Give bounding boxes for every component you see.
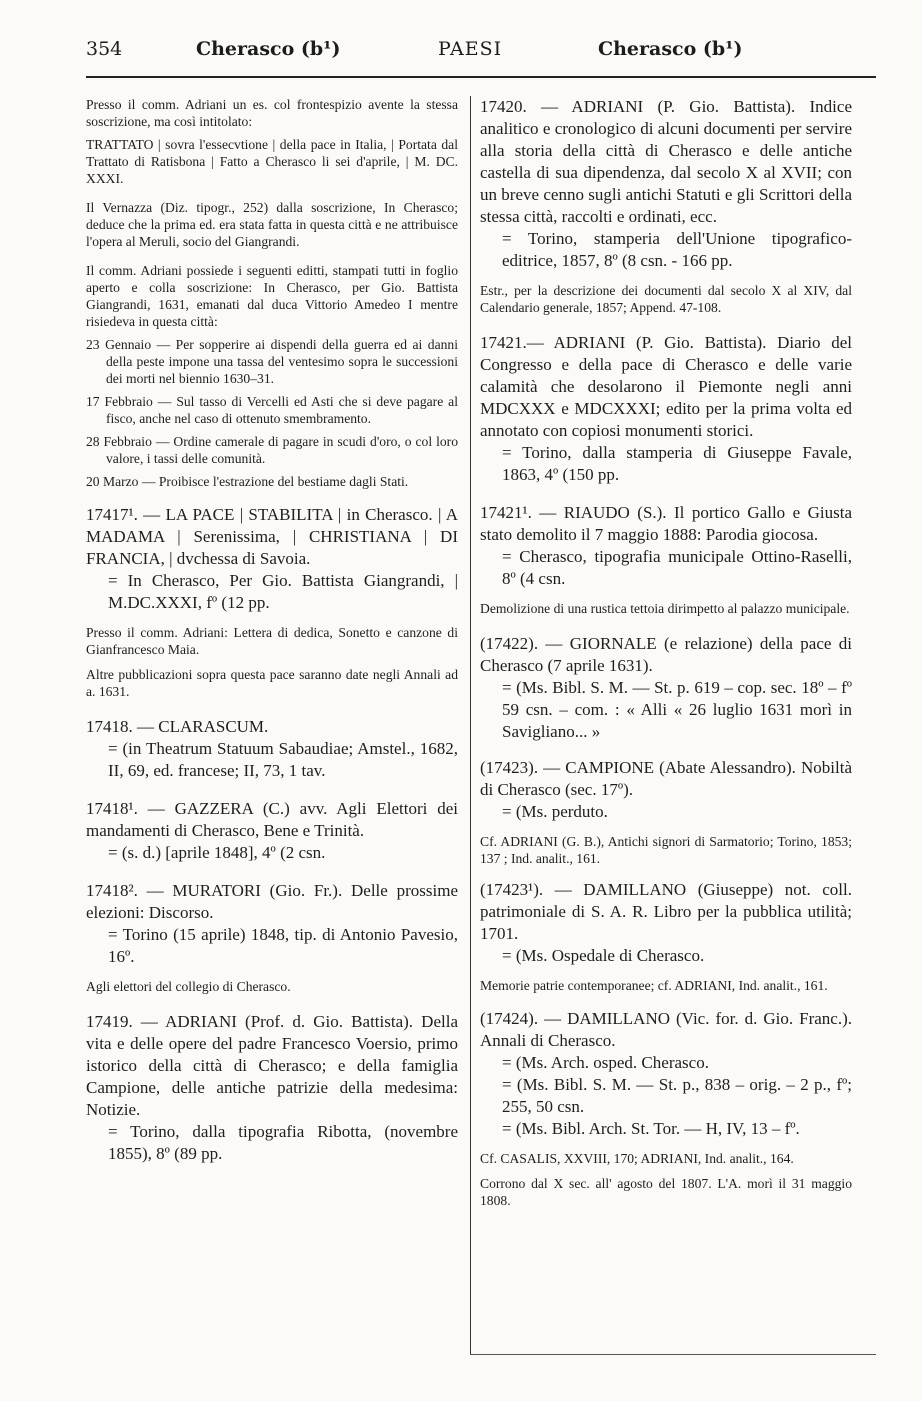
entry-17420-title: 17420. — ADRIANI (P. Gio. Battista). Indice analitico e cronologico di alcuni documenti per servire alla storia della città di Cherasco e delle antiche castella di sua dipendenza, dal secolo X al XVII; con un breve cenno sugli antichi Statuti e gli Scrittori della stessa città, raccolti e ordinati, ecc.: [480, 97, 852, 226]
entry-17424-imprint: = (Ms. Bibl. Arch. St. Tor. — H, IV, 13 – fº.: [502, 1119, 800, 1138]
entry-17421-title: 17421.— ADRIANI (P. Gio. Battista). Diario del Congresso e della pace di Cherasco e delle varie calamità che desolarono il Piemonte negli anni MDCXXX e MDCXXXI; edito per la prima volta ed annotato con copiosi monumenti storici.: [480, 333, 852, 440]
entry-17423-imprint: = (Ms. perduto.: [502, 802, 608, 821]
entry-17417-1-note: Presso il comm. Adriani: Lettera di dedica, Sonetto e canzone di Gianfrancesco Maia.: [86, 625, 458, 657]
entry-17421-1-title: 17421¹. — RIAUDO (S.). Il portico Gallo e Giusta stato demolito il 7 maggio 1888: Parodia giocosa.: [480, 503, 852, 544]
running-header: [86, 38, 876, 72]
edict-item: 23 Gennaio — Per sopperire ai dispendi della guerra ed ai danni della peste impone una tassa del ventesimo sopra le successioni dei morti nel biennio 1630–31.: [86, 337, 458, 386]
entry-17422-imprint: = (Ms. Bibl. S. M. — St. p. 619 – cop. sec. 18º – fº 59 csn. – com. : « Alli « 26 luglio 1631 morì in Savigliano... »: [502, 678, 852, 741]
edict-item: 20 Marzo — Proibisce l'estrazione del bestiame dagli Stati.: [86, 474, 409, 489]
header-center-title: PAESI: [438, 38, 503, 60]
intro-paragraph: Presso il comm. Adriani un es. col frontespizio avente la stessa soscrizione, ma così intitolato:: [86, 97, 458, 129]
entry-17419-imprint: = Torino, dalla tipografia Ribotta, (novembre 1855), 8º (89 pp.: [108, 1122, 458, 1163]
entry-17421-1-note: Demolizione di una rustica tettoia dirimpetto al palazzo municipale.: [480, 601, 850, 616]
vernazza-note: Il Vernazza (Diz. tipogr., 252) dalla soscrizione, In Cherasco; deduce che la prima ed. era stata fatta in questa città e ne attribuisce l'opera al Meruli, socio del Giangrandi.: [86, 200, 458, 249]
entry-17423-title: (17423). — CAMPIONE (Abate Alessandro). Nobiltà di Cherasco (sec. 17º).: [480, 758, 852, 799]
entry-17424-note: Corrono dal X sec. all' agosto del 1807. L'A. morì il 31 maggio 1808.: [480, 1176, 852, 1208]
entry-17419-title: 17419. — ADRIANI (Prof. d. Gio. Battista). Della vita e delle opere del padre Francesco Voersio, primo istorico della città di Cherasco; e della famiglia Campione, delle antiche patrizie della medesima: Notizie.: [86, 1012, 458, 1119]
entry-17420-note: Estr., per la descrizione dei documenti dal secolo X al XIV, dal Calendario generale, 1857; Append. 47-108.: [480, 283, 852, 315]
right-column: [480, 96, 852, 1209]
entry-17418-1-imprint: = (s. d.) [aprile 1848], 4º (2 csn.: [108, 843, 326, 862]
header-right-title: Cherasco (b¹): [598, 38, 743, 60]
entry-17424-note: Cf. CASALIS, XXVIII, 170; ADRIANI, Ind. analit., 164.: [480, 1151, 794, 1166]
page-number: 354: [86, 38, 123, 60]
header-rule: [86, 76, 876, 78]
entry-17418-1-title: 17418¹. — GAZZERA (C.) avv. Agli Elettori dei mandamenti di Cherasco, Bene e Trinità.: [86, 799, 458, 840]
entry-17420-imprint: = Torino, stamperia dell'Unione tipografico-editrice, 1857, 8º (8 csn. - 166 pp.: [502, 229, 852, 270]
entry-17417-1-imprint: = In Cherasco, Per Gio. Battista Giangrandi, | M.DC.XXXI, fº (12 pp.: [108, 571, 458, 612]
entry-17418-imprint: = (in Theatrum Statuum Sabaudiae; Amstel., 1682, II, 69, ed. francese; II, 73, 1 tav.: [108, 739, 458, 780]
header-left-title: Cherasco (b¹): [196, 38, 341, 60]
entry-17422-title: (17422). — GIORNALE (e relazione) della pace di Cherasco (7 aprile 1631).: [480, 634, 852, 675]
edict-item: 28 Febbraio — Ordine camerale di pagare in scudi d'oro, o col loro valore, i tassi delle comunità.: [86, 434, 458, 466]
entry-17418-2-title: 17418². — MURATORI (Gio. Fr.). Delle prossime elezioni: Discorso.: [86, 881, 458, 922]
title-transcription: TRATTATO | sovra l'essecvtione | della pace in Italia, | Portata dal Trattato di Ratisbona | Fatto a Cherasco li sei d'aprile, | M. DC. XXXI.: [86, 137, 458, 186]
entry-17417-1-note: Altre pubblicazioni sopra questa pace saranno date negli Annali ad a. 1631.: [86, 667, 458, 699]
entry-17418-2-imprint: = Torino (15 aprile) 1848, tip. di Antonio Pavesio, 16º.: [108, 925, 458, 966]
entry-17424-imprint: = (Ms. Bibl. S. M. — St. p., 838 – orig. – 2 p., fº; 255, 50 csn.: [502, 1075, 852, 1116]
bottom-rule: [470, 1354, 876, 1355]
entry-17424-imprint: = (Ms. Arch. osped. Cherasco.: [502, 1053, 709, 1072]
entry-17423-note: Cf. ADRIANI (G. B.), Antichi signori di Sarmatorio; Torino, 1853; 137 ; Ind. analit., 161.: [480, 834, 852, 866]
entry-17421-imprint: = Torino, dalla stamperia di Giuseppe Favale, 1863, 4º (150 pp.: [502, 443, 852, 484]
entry-17423-1-note: Memorie patrie contemporanee; cf. ADRIANI, Ind. analit., 161.: [480, 978, 828, 993]
edict-item: 17 Febbraio — Sul tasso di Vercelli ed Asti che si deve pagare al fisco, anche nel caso di ottenuto smembramento.: [86, 394, 458, 426]
column-divider: [470, 96, 471, 1354]
entry-17418-2-note: Agli elettori del collegio di Cherasco.: [86, 979, 291, 994]
left-column: [86, 96, 458, 1165]
entry-17417-1-title: 17417¹. — LA PACE | STABILITA | in Cherasco. | A MADAMA | Serenissima, | CHRISTIANA | DI FRANCIA, | dvchessa di Savoia.: [86, 505, 458, 568]
edicts-intro: Il comm. Adriani possiede i seguenti editti, stampati tutti in foglio aperto e colla soscrizione: In Cherasco, per Gio. Battista Giangrandi, 1631, emanati dal duca Vittorio Amedeo I mentre risiedeva in questa città:: [86, 263, 458, 329]
entry-17424-title: (17424). — DAMILLANO (Vic. for. d. Gio. Franc.). Annali di Cherasco.: [480, 1009, 852, 1050]
entry-17423-1-title: (17423¹). — DAMILLANO (Giuseppe) not. coll. patrimoniale di S. A. R. Libro per la pubblica utilità; 1701.: [480, 880, 852, 943]
entry-17423-1-imprint: = (Ms. Ospedale di Cherasco.: [502, 946, 705, 965]
entry-17418-title: 17418. — CLARASCUM.: [86, 717, 269, 736]
entry-17421-1-imprint: = Cherasco, tipografia municipale Ottino-Raselli, 8º (4 csn.: [502, 547, 852, 588]
